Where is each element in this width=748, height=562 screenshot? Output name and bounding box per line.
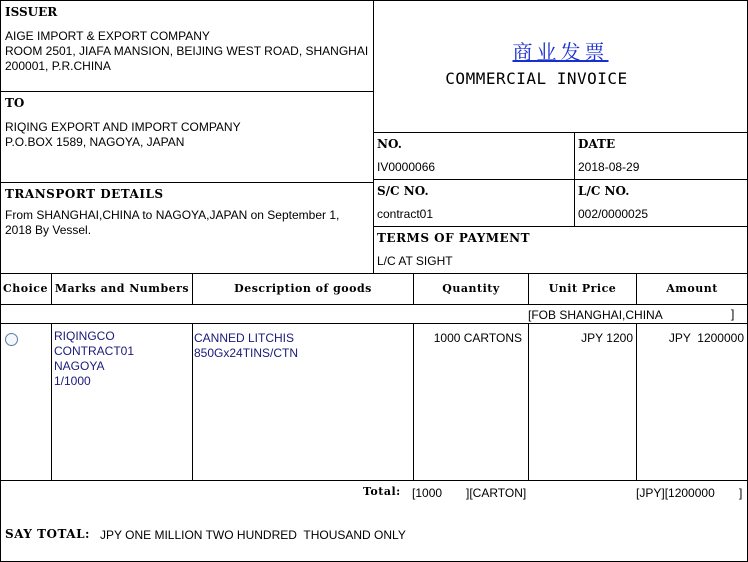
price-term-value: FOB SHANGHAI,CHINA — [531, 308, 663, 322]
divider — [373, 132, 747, 133]
issuer-name: AIGE IMPORT & EXPORT COMPANY — [5, 29, 210, 43]
date-label: DATE — [578, 137, 616, 151]
total-quantity-field[interactable]: [1000 — [412, 486, 443, 500]
issuer-address-line2: 200001, P.R.CHINA — [5, 59, 111, 73]
title-en: COMMERCIAL INVOICE — [445, 69, 628, 88]
divider — [51, 323, 52, 480]
divider — [373, 179, 747, 180]
marks-cell — [54, 329, 134, 389]
say-total-value: JPY ONE MILLION TWO HUNDRED THOUSAND ONLY — [100, 528, 406, 542]
divider — [373, 226, 747, 227]
quantity-cell: 1000 CARTONS — [433, 331, 522, 345]
total-currency-field[interactable]: [JPY][1200000 — [636, 486, 715, 500]
column-header-description: Description of goods — [234, 282, 372, 295]
lc-no-value: 002/0000025 — [578, 207, 649, 221]
divider — [636, 323, 637, 480]
total-amount-value: 1200000 — [668, 486, 715, 500]
marks-line: 1/1000 — [54, 374, 91, 388]
total-unit-field[interactable]: ][CARTON] — [466, 486, 527, 500]
total-amount-bracket: ] — [739, 486, 743, 500]
amount-cell: JPY 1200000 — [668, 331, 744, 345]
divider — [0, 304, 747, 305]
to-label: TO — [5, 96, 25, 110]
issuer-address-line1: ROOM 2501, JIAFA MANSION, BEIJING WEST ROAD, SHANGHAI — [5, 44, 369, 58]
description-line: 850Gx24TINS/CTN — [194, 346, 299, 360]
divider — [0, 323, 747, 324]
lc-no-label: L/C NO. — [578, 184, 630, 198]
transport-line2: 2018 By Vessel. — [5, 223, 92, 237]
divider — [0, 273, 747, 274]
marks-line: RIQINGCO — [54, 329, 115, 343]
terms-label: TERMS OF PAYMENT — [377, 231, 531, 245]
to-name: RIQING EXPORT AND IMPORT COMPANY — [5, 120, 241, 134]
invoice-no-label: NO. — [377, 137, 402, 151]
unit-price-cell: JPY 1200 — [581, 331, 633, 345]
column-header-choice: Choice — [3, 282, 48, 295]
total-unit-value: CARTON — [472, 486, 523, 500]
total-label: Total: — [363, 485, 401, 498]
total-currency-value: JPY — [639, 486, 662, 500]
price-term-bracket: ] — [731, 307, 735, 321]
title-cn: 商业发票 — [512, 40, 609, 64]
to-address: P.O.BOX 1589, NAGOYA, JAPAN — [5, 135, 185, 149]
marks-line: NAGOYA — [54, 359, 105, 373]
column-header-unit-price: Unit Price — [548, 282, 617, 295]
price-term-field[interactable]: [FOB SHANGHAI,CHINA — [528, 308, 663, 322]
sc-no-value: contract01 — [377, 207, 434, 221]
row-select-radio[interactable] — [5, 333, 18, 346]
divider — [0, 91, 373, 92]
column-header-quantity: Quantity — [442, 282, 500, 295]
column-header-amount: Amount — [666, 282, 718, 295]
description-cell — [194, 331, 298, 361]
divider — [0, 480, 747, 481]
divider — [0, 182, 373, 183]
divider — [574, 132, 575, 226]
total-quantity-value: 1000 — [415, 486, 443, 500]
marks-line: CONTRACT01 — [54, 344, 135, 358]
issuer-label: ISSUER — [5, 5, 58, 19]
date-value: 2018-08-29 — [578, 160, 640, 174]
transport-line1: From SHANGHAI,CHINA to NAGOYA,JAPAN on September 1, — [5, 208, 340, 222]
sc-no-label: S/C NO. — [377, 184, 429, 198]
description-line: CANNED LITCHIS — [194, 331, 295, 345]
say-total-label: SAY TOTAL: — [5, 527, 90, 541]
terms-value: L/C AT SIGHT — [377, 254, 453, 268]
divider — [528, 323, 529, 480]
divider — [413, 323, 414, 480]
column-header-marks: Marks and Numbers — [54, 282, 190, 295]
transport-label: TRANSPORT DETAILS — [5, 187, 164, 201]
divider — [192, 323, 193, 480]
invoice-no-value: IV0000066 — [377, 160, 436, 174]
